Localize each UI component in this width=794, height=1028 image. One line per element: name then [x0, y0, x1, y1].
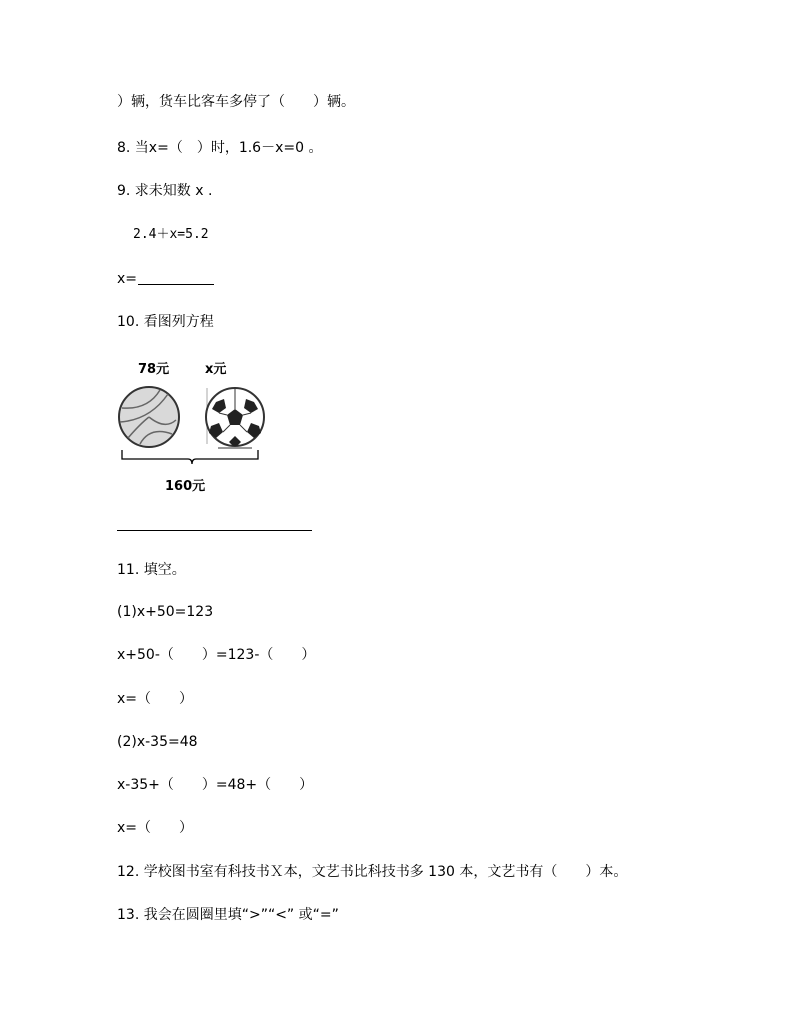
- question-11-part-1: (1)x+50=123: [117, 604, 214, 620]
- question-10: 10. 看图列方程: [117, 314, 214, 330]
- total-price-label: 160元: [165, 479, 206, 494]
- question-8: 8. 当x=（ ）时，1.6－x=0 。: [117, 140, 323, 156]
- question-12: 12. 学校图书室有科技书Ｘ本，文艺书比科技书多 130 本，文艺书有（ ）本。: [117, 864, 628, 880]
- question-11-answer-2: x=（ ）: [117, 820, 194, 836]
- ball-figure: [110, 380, 280, 480]
- equation-9: 2.4＋x=5.2: [133, 227, 209, 242]
- question-11-step-1: x+50-（ ）=123-（ ）: [117, 647, 316, 663]
- question-11-step-2: x-35+（ ）=48+（ ）: [117, 777, 314, 793]
- volleyball-price-label: 78元: [138, 362, 170, 377]
- soccer-price-label: x元: [205, 362, 227, 377]
- answer-9: [117, 270, 214, 288]
- answer-9-blank[interactable]: [138, 272, 214, 285]
- answer-9-label: x=: [117, 271, 138, 287]
- soccer-ball-icon: [206, 388, 264, 448]
- line-question-7-tail: ）辆，货车比客车多停了（ ）辆。: [117, 94, 355, 110]
- question-11-part-2: (2)x-35=48: [117, 734, 198, 750]
- question-11: 11. 填空。: [117, 562, 186, 578]
- question-11-answer-1: x=（ ）: [117, 691, 194, 707]
- question-9: 9. 求未知数 x .: [117, 183, 213, 199]
- answer-10-line[interactable]: [117, 530, 312, 531]
- volleyball-icon: [119, 387, 179, 447]
- question-13: 13. 我会在圆圈里填“>”“<” 或“=”: [117, 907, 339, 923]
- total-brace: [122, 450, 258, 464]
